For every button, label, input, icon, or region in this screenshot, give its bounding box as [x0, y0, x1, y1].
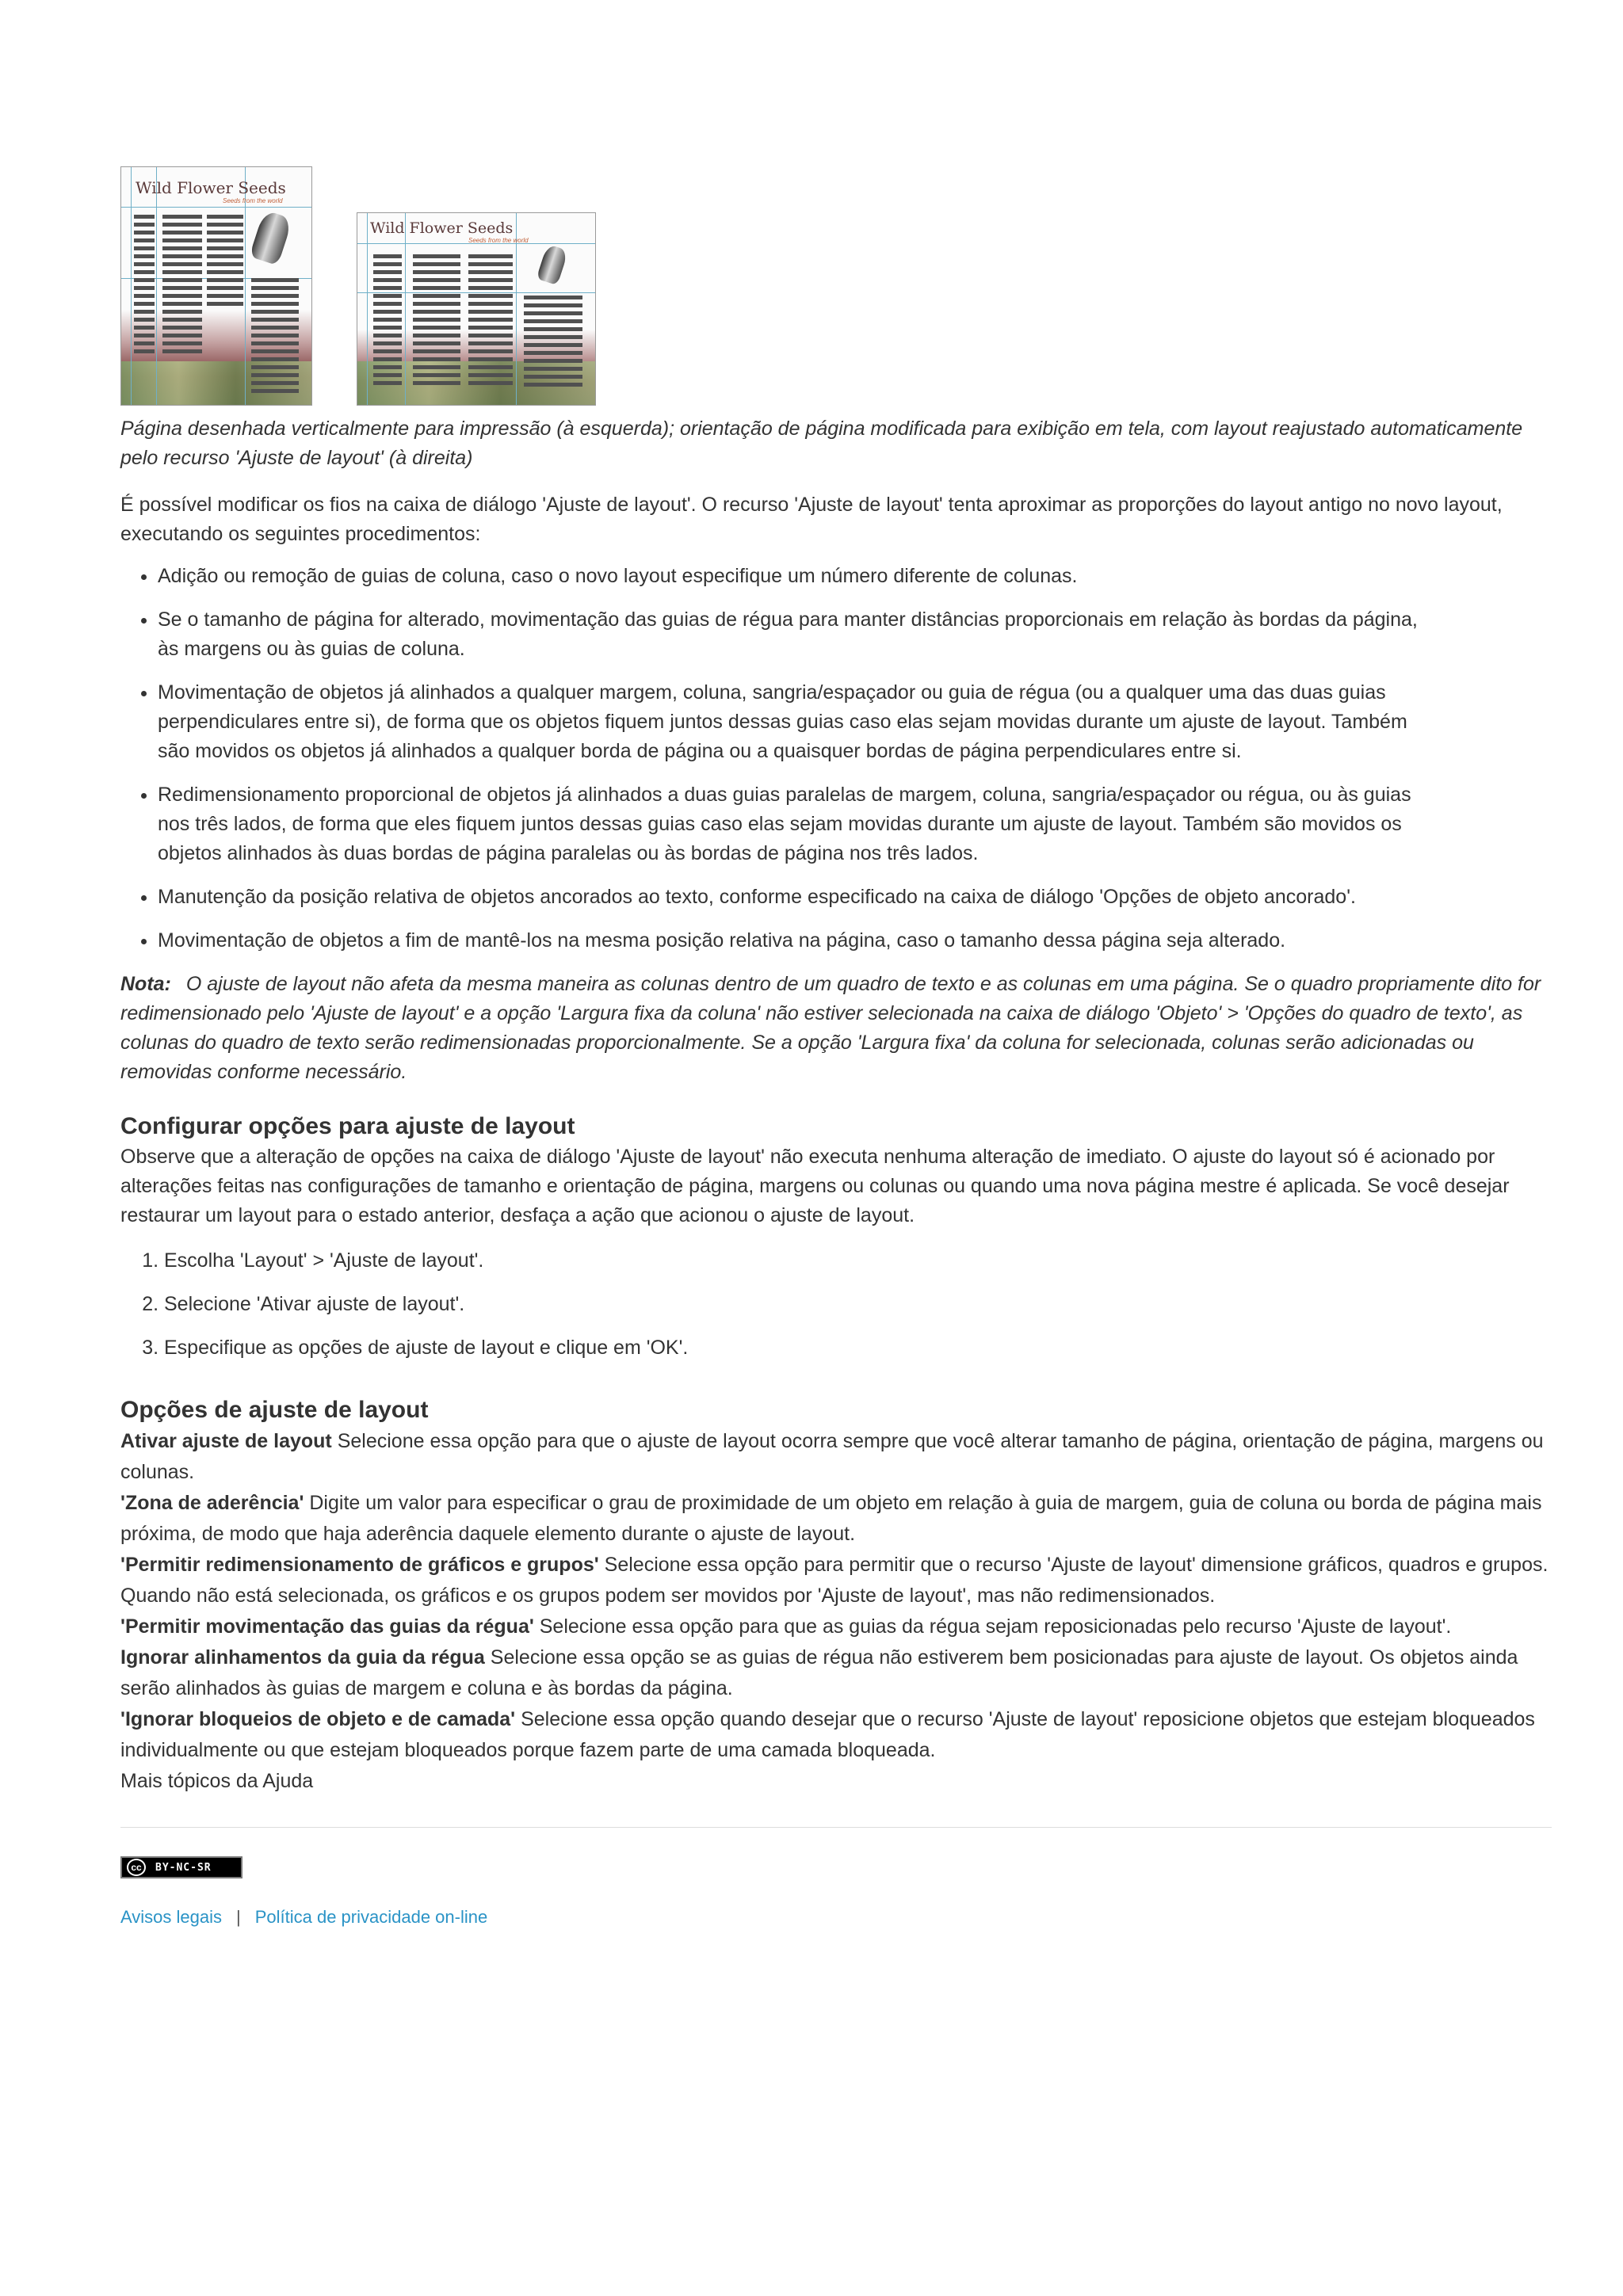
creative-commons-badge[interactable]	[120, 1856, 242, 1878]
portrait-page-thumbnail	[120, 166, 312, 406]
note-block	[120, 970, 1552, 1087]
procedure-list	[120, 562, 1442, 955]
privacy-policy-link[interactable]: Política de privacidade on-line	[254, 1907, 488, 1927]
section-heading: Opções de ajuste de layout	[120, 1397, 429, 1423]
option-entry	[120, 1704, 1552, 1766]
option-term: Ativar ajuste de layout	[120, 1430, 332, 1452]
link-separator: |	[236, 1907, 241, 1927]
steps-list	[120, 1246, 1552, 1363]
option-description: Selecione essa opção se as guias de régua não estiverem bem posicionadas para ajuste de layout. Os objetos ainda serão alinhados às guias de margem e coluna e às bordas da página.	[120, 1646, 1518, 1699]
section-intro: Observe que a alteração de opções na caixa de diálogo 'Ajuste de layout' não executa nenhuma alteração de imediato. O ajuste do layout só é acionado por alterações feitas nas configurações de tamanho e orientação de página, margens ou colunas ou quando uma nova página mestre é aplicada. Se você desejar restaurar um layout para o estado anterior, desfaça a ação que acionou o ajuste de layout.	[120, 1146, 1510, 1226]
license-label: BY-NC-SR	[155, 1861, 212, 1874]
list-item: • Movimentação de objetos já alinhados a qualquer margem, coluna, sangria/espaçador ou guia de régua (ou a qualquer uma das duas guias perpendiculares entre si), de forma que os objetos fiquem juntos dessas guias caso elas sejam movidas durante um ajuste de layout. Também são movidos os objetos já alinhados a qualquer borda de página ou a quaisquer bordas de página perpendiculares entre si.	[158, 678, 1442, 766]
list-item: • Redimensionamento proporcional de objetos já alinhados a duas guias paralelas de margem, coluna, sangria/espaçador ou régua, ou às guias nos três lados, de forma que eles fiquem juntos dessas guias caso elas sejam movidas durante um ajuste de layout. Também são movidos os objetos alinhados às duas bordas de página paralelas ou às bordas de página nos três lados.	[158, 780, 1442, 868]
option-description: Selecione essa opção para que o ajuste de layout ocorra sempre que você alterar tamanho de página, orientação de página, margens ou colunas.	[120, 1430, 1544, 1483]
step-item: 3. Especifique as opções de ajuste de layout e clique em 'OK'.	[164, 1333, 1552, 1363]
legal-notices-link[interactable]: Avisos legais	[120, 1907, 222, 1927]
option-entry	[120, 1426, 1552, 1488]
step-item: 2. Selecione 'Ativar ajuste de layout'.	[164, 1290, 1552, 1319]
intro-paragraph: É possível modificar os fios na caixa de diálogo 'Ajuste de layout'. O recurso 'Ajuste de layout' tenta aproximar as proporções do layout antigo no novo layout, executando os seguintes procedimentos:	[120, 494, 1503, 545]
seed-can-image	[249, 210, 292, 266]
document-page	[120, 166, 1552, 1928]
list-item: • Manutenção da posição relativa de objetos ancorados ao texto, conforme especificado na caixa de diálogo 'Opções de objeto ancorado'.	[158, 883, 1442, 912]
option-description: Selecione essa opção para permitir que o recurso 'Ajuste de layout' dimensione gráficos, quadros e grupos. Quando não está selecionada, os gráficos e os grupos podem ser movidos por 'Ajuste de layout', mas não redimensionados.	[120, 1554, 1549, 1607]
option-term: Ignorar alinhamentos da guia da régua	[120, 1646, 485, 1669]
footer-divider	[120, 1827, 1552, 1828]
seed-can-image	[537, 244, 569, 285]
thumbnail-tagline: Seeds from the world	[468, 237, 529, 244]
options-list	[120, 1426, 1552, 1766]
option-entry	[120, 1642, 1552, 1704]
option-description: Selecione essa opção para que as guias da régua sejam reposicionadas pelo recurso 'Ajuste de layout'.	[539, 1615, 1452, 1638]
note-text: O ajuste de layout não afeta da mesma maneira as colunas dentro de um quadro de texto e as colunas em uma página. Se o quadro propriamente dito for redimensionado pelo 'Ajuste de layout' e a opção 'Largura fixa da coluna' não estiver selecionada na caixa de diálogo 'Objeto' > 'Opções do quadro de texto', as colunas do quadro de texto serão redimensionadas proporcionalmente. Se a opção 'Largura fixa' da coluna for selecionada, colunas serão adicionadas ou removidas conforme necessário.	[120, 973, 1541, 1083]
option-term: 'Zona de aderência'	[120, 1492, 304, 1514]
note-label: Nota:	[120, 973, 171, 995]
footer-links	[120, 1907, 1552, 1928]
option-term: 'Permitir movimentação das guias da régua'	[120, 1615, 534, 1638]
option-entry	[120, 1550, 1552, 1611]
thumbnail-title: Wild Flower Seeds	[370, 219, 514, 237]
thumbnail-title: Wild Flower Seeds	[136, 178, 286, 197]
step-item: 1. Escolha 'Layout' > 'Ajuste de layout'.	[164, 1246, 1552, 1276]
section-heading: Configurar opções para ajuste de layout	[120, 1113, 575, 1139]
option-description: Selecione essa opção quando desejar que o recurso 'Ajuste de layout' reposicione objetos que estejam bloqueados individualmente ou que estejam bloqueados porque fazem parte de uma camada bloqueada.	[120, 1708, 1535, 1761]
list-item: • Se o tamanho de página for alterado, movimentação das guias de régua para manter distâncias proporcionais em relação às bordas da página, às margens ou às guias de coluna.	[158, 605, 1442, 664]
list-item: • Movimentação de objetos a fim de mantê-los na mesma posição relativa na página, caso o tamanho dessa página seja alterado.	[158, 926, 1442, 955]
thumbnail-tagline: Seeds from the world	[223, 197, 283, 204]
layout-figure	[120, 166, 1552, 408]
more-help-topics: Mais tópicos da Ajuda	[120, 1770, 314, 1792]
option-term: 'Permitir redimensionamento de gráficos e grupos'	[120, 1554, 599, 1576]
list-item: • Adição ou remoção de guias de coluna, caso o novo layout especifique um número diferente de colunas.	[158, 562, 1442, 591]
option-term: 'Ignorar bloqueios de objeto e de camada'	[120, 1708, 516, 1730]
option-entry	[120, 1488, 1552, 1550]
option-entry	[120, 1611, 1552, 1642]
cc-icon: cc	[127, 1859, 146, 1876]
landscape-page-thumbnail	[357, 212, 596, 406]
figure-caption: Página desenhada verticalmente para impressão (à esquerda); orientação de página modificada para exibição em tela, com layout reajustado automaticamente pelo recurso 'Ajuste de layout' (à direita)	[120, 418, 1523, 469]
option-description: Digite um valor para especificar o grau de proximidade de um objeto em relação à guia de margem, guia de coluna ou borda de página mais próxima, de modo que haja aderência daquele elemento durante o ajuste de layout.	[120, 1492, 1542, 1545]
